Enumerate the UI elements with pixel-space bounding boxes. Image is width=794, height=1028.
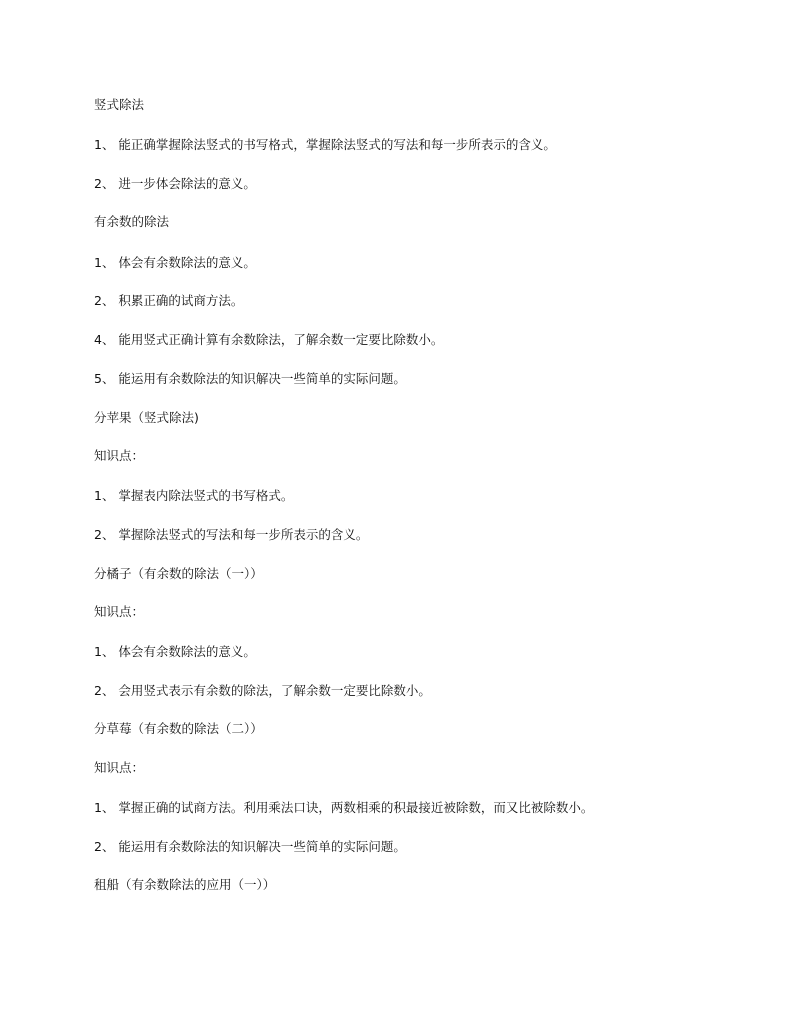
text-line: 5、 能运用有余数除法的知识解决一些简单的实际问题。 bbox=[94, 371, 406, 386]
text-line: 2、 能运用有余数除法的知识解决一些简单的实际问题。 bbox=[94, 839, 406, 854]
text-line: 1、 体会有余数除法的意义。 bbox=[94, 255, 256, 270]
heading-apples: 分苹果（竖式除法) bbox=[94, 410, 199, 425]
text-line: 4、 能用竖式正确计算有余数除法，了解余数一定要比除数小。 bbox=[94, 332, 444, 347]
heading-strawberries: 分草莓（有余数的除法（二）） bbox=[94, 721, 263, 736]
text-line: 2、 积累正确的试商方法。 bbox=[94, 293, 244, 308]
heading-division-with-remainder: 有余数的除法 bbox=[94, 214, 170, 229]
text-line: 1、 掌握正确的试商方法。利用乘法口诀，两数相乘的积最接近被除数，而又比被除数小。 bbox=[94, 800, 594, 815]
heading-vertical-division: 竖式除法 bbox=[94, 97, 145, 112]
heading-boat-rental: 租船（有余数除法的应用（一）） bbox=[94, 877, 276, 892]
knowledge-points-label: 知识点： bbox=[94, 448, 145, 463]
text-line: 2、 掌握除法竖式的写法和每一步所表示的含义。 bbox=[94, 527, 369, 542]
knowledge-points-label: 知识点： bbox=[94, 760, 145, 775]
heading-oranges: 分橘子（有余数的除法（一）） bbox=[94, 566, 263, 581]
text-line: 1、 体会有余数除法的意义。 bbox=[94, 644, 256, 659]
text-line: 2、 进一步体会除法的意义。 bbox=[94, 176, 256, 191]
text-line: 1、 掌握表内除法竖式的书写格式。 bbox=[94, 488, 294, 503]
text-line: 1、 能正确掌握除法竖式的书写格式，掌握除法竖式的写法和每一步所表示的含义。 bbox=[94, 137, 556, 152]
knowledge-points-label: 知识点： bbox=[94, 604, 145, 619]
text-line: 2、 会用竖式表示有余数的除法，了解余数一定要比除数小。 bbox=[94, 683, 431, 698]
